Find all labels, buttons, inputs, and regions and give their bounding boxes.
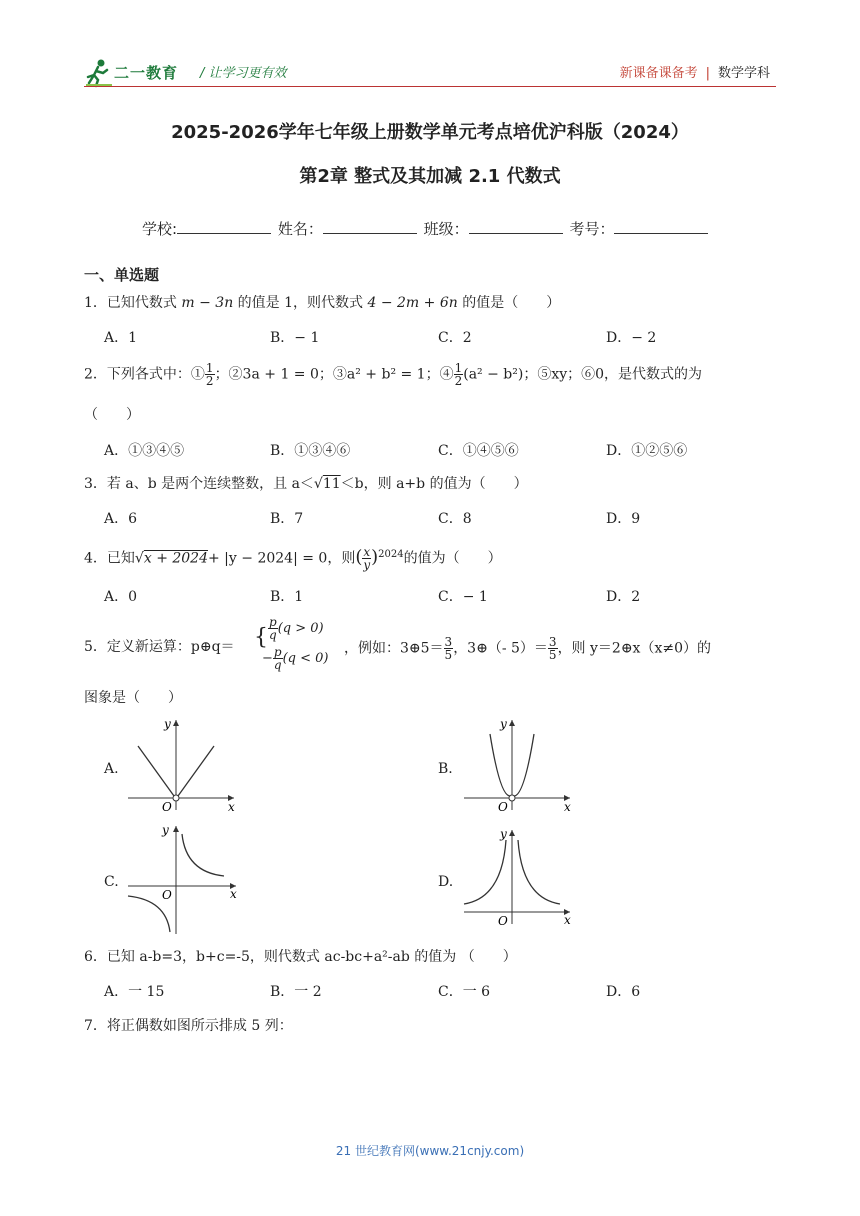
q1-text-c: 的值是（ ） (462, 295, 561, 311)
q2-text-b: ；②3a + 1 = 0；③a² + b² = 1；④ (214, 366, 454, 383)
page-title: 2025-2026学年七年级上册数学单元考点培优沪科版（2024） (171, 122, 689, 143)
logo (84, 58, 194, 88)
header-tag: 新课备课备考 (619, 66, 698, 81)
question-5-intro: 5．定义新运算：p⊕q＝ (84, 639, 235, 655)
q4-text-c: 的值为（ ） (403, 550, 502, 567)
q5-case2-cond: (q < 0) (282, 651, 329, 666)
sqrt-icon: √ (134, 550, 144, 567)
q5-ex1-frac (444, 636, 454, 661)
q5-minus: − (262, 651, 273, 666)
header-divider (84, 86, 776, 87)
graph-d-origin: O (498, 914, 508, 928)
header-subject: 数学学科 (717, 66, 770, 81)
q2-frac-den: 2 (205, 374, 214, 388)
q4-text-a: 4．已知 (84, 550, 135, 567)
q5-ex1-num: 3 (444, 635, 453, 649)
q3-option-c[interactable]: C．8 (438, 511, 472, 527)
school-field[interactable] (177, 219, 271, 234)
q2-continuation: （ ） (84, 407, 140, 423)
q5-case1-cond: (q > 0) (277, 621, 324, 636)
q5-ex2-frac (548, 636, 558, 661)
q5-text-c: ，3⊕（- 5）＝ (453, 640, 548, 657)
q3-option-d[interactable]: D．9 (606, 511, 641, 527)
q4-option-d[interactable]: D．2 (606, 589, 641, 605)
q5-case-2 (262, 646, 329, 671)
name-label: 姓名： (277, 220, 323, 238)
q4-option-c[interactable]: C．− 1 (438, 589, 488, 605)
q3-text-a: 3．若 a、b 是两个连续整数，且 a＜ (84, 476, 314, 492)
q4-paren-close: ) (371, 546, 379, 568)
q5-case2-frac (273, 646, 283, 671)
student-info (142, 218, 710, 239)
q1-option-c[interactable]: C．2 (438, 330, 472, 346)
q6-option-d[interactable]: D．6 (606, 984, 641, 1000)
q1-option-b[interactable]: B．− 1 (270, 330, 320, 346)
number-label: 考号： (569, 220, 615, 238)
q4-option-b[interactable]: B．1 (270, 589, 304, 605)
q6-option-a[interactable]: A．一 15 (104, 984, 165, 1000)
graph-d[interactable] (460, 826, 576, 930)
name-field[interactable] (323, 219, 417, 234)
q5-case2-num: p (273, 645, 282, 659)
runner-logo-icon (84, 58, 114, 88)
q5-text-b: ，例如：3⊕5＝ (344, 640, 444, 657)
graph-a-origin: O (162, 800, 172, 812)
header-right (620, 62, 770, 81)
q2-option-d[interactable]: D．①②⑤⑥ (606, 443, 688, 459)
q3-option-a[interactable]: A．6 (104, 511, 138, 527)
question-3 (84, 473, 528, 493)
q2-option-b[interactable]: B．①③④⑥ (270, 443, 351, 459)
graph-a-x-label: x (228, 800, 235, 812)
graph-d-y-label: y (500, 827, 507, 841)
q5-case2-den: q (273, 658, 282, 672)
q2-frac-num: 1 (205, 361, 214, 375)
class-field[interactable] (469, 219, 563, 234)
question-2 (84, 362, 702, 387)
q6-option-b[interactable]: B．一 2 (270, 984, 322, 1000)
graph-b[interactable] (460, 716, 576, 812)
logo-text: 二一教育 (114, 64, 179, 82)
q4-radicand: x + 2024 (143, 550, 208, 567)
q1-expr-1: m − 3n (181, 295, 234, 311)
question-4 (84, 546, 502, 571)
q1-expr-2: 4 − 2m + 6n (367, 295, 458, 311)
q5-option-b[interactable]: B. (438, 761, 453, 777)
graph-a[interactable] (124, 716, 240, 812)
question-5-example (344, 636, 711, 661)
q5-text-d: ，则 y＝2⊕x（x≠0）的 (557, 640, 711, 657)
q5-option-d[interactable]: D. (438, 874, 454, 890)
q1-option-d[interactable]: D．− 2 (606, 330, 657, 346)
q1-option-a[interactable]: A．1 (104, 330, 138, 346)
school-label: 学校: (142, 220, 178, 238)
footer-link[interactable]: 21 世纪教育网(www.21cnjy.com) (335, 1144, 525, 1158)
q3-radicand: 11 (322, 476, 341, 492)
q5-case1-frac (268, 616, 278, 641)
q4-text-b: + |y − 2024| = 0，则 (208, 550, 356, 567)
page-subtitle: 第2章 整式及其加减 2.1 代数式 (299, 166, 561, 187)
q5-ex2-num: 3 (548, 635, 557, 649)
q3-option-b[interactable]: B．7 (270, 511, 304, 527)
question-7: 7．将正偶数如图所示排成 5 列： (84, 1018, 293, 1034)
section-heading: 一、单选题 (84, 266, 160, 284)
graph-c[interactable] (124, 820, 240, 936)
q5-ex2-den: 5 (548, 648, 557, 662)
q1-text-b: 的值是 1，则代数式 (237, 295, 364, 311)
q2-fraction-2 (454, 362, 464, 387)
sqrt-icon: √ (313, 476, 323, 492)
q5-case-1 (268, 616, 324, 641)
graph-c-x-label: x (230, 887, 237, 901)
q5-case1-num: p (269, 615, 277, 629)
q5-option-a[interactable]: A. (104, 761, 119, 777)
q2-option-a[interactable]: A．①③④⑤ (104, 443, 185, 459)
class-label: 班级： (423, 220, 469, 238)
q4-fraction (362, 546, 371, 571)
q2-text-a: 2．下列各式中：① (84, 366, 205, 383)
q2-frac2-num: 1 (454, 361, 463, 375)
q4-frac-den: y (363, 558, 371, 572)
header-separator: | (705, 66, 710, 81)
graph-c-origin: O (162, 888, 172, 902)
q2-fraction-1 (205, 362, 215, 387)
q5-ex1-den: 5 (444, 648, 453, 662)
q1-text-a: 1．已知代数式 (84, 295, 177, 311)
q5-case1-den: q (269, 628, 277, 642)
q5-brace: { (254, 625, 268, 650)
q2-frac2-den: 2 (454, 374, 463, 388)
q5-option-c[interactable]: C. (104, 874, 119, 890)
q2-text-c: (a² − b²)；⑤xy；⑥0，是代数式的为 (463, 366, 703, 383)
q4-option-a[interactable]: A．0 (104, 589, 138, 605)
q6-option-c[interactable]: C．一 6 (438, 984, 491, 1000)
graph-b-y-label: y (500, 717, 507, 731)
graph-b-origin: O (498, 800, 508, 812)
question-6: 6．已知 a-b=3，b+c=-5，则代数式 ac-bc+a²-ab 的值为 （ ） (84, 949, 517, 965)
q3-text-b: ＜b，则 a+b 的值为（ ） (340, 476, 528, 492)
q2-option-c[interactable]: C．①④⑤⑥ (438, 443, 519, 459)
q4-paren: ( (355, 546, 363, 568)
number-field[interactable] (614, 219, 708, 234)
q4-frac-num: x (363, 545, 371, 559)
graph-b-x-label: x (564, 800, 571, 812)
q4-exponent: 2024 (378, 548, 404, 560)
graph-d-x-label: x (564, 913, 571, 927)
slogan: / 让学习更有效 (200, 66, 287, 81)
q5-continuation: 图象是（ ） (84, 690, 182, 706)
question-1 (84, 292, 560, 312)
graph-c-y-label: y (162, 823, 169, 837)
graph-a-y-label: y (164, 717, 171, 731)
